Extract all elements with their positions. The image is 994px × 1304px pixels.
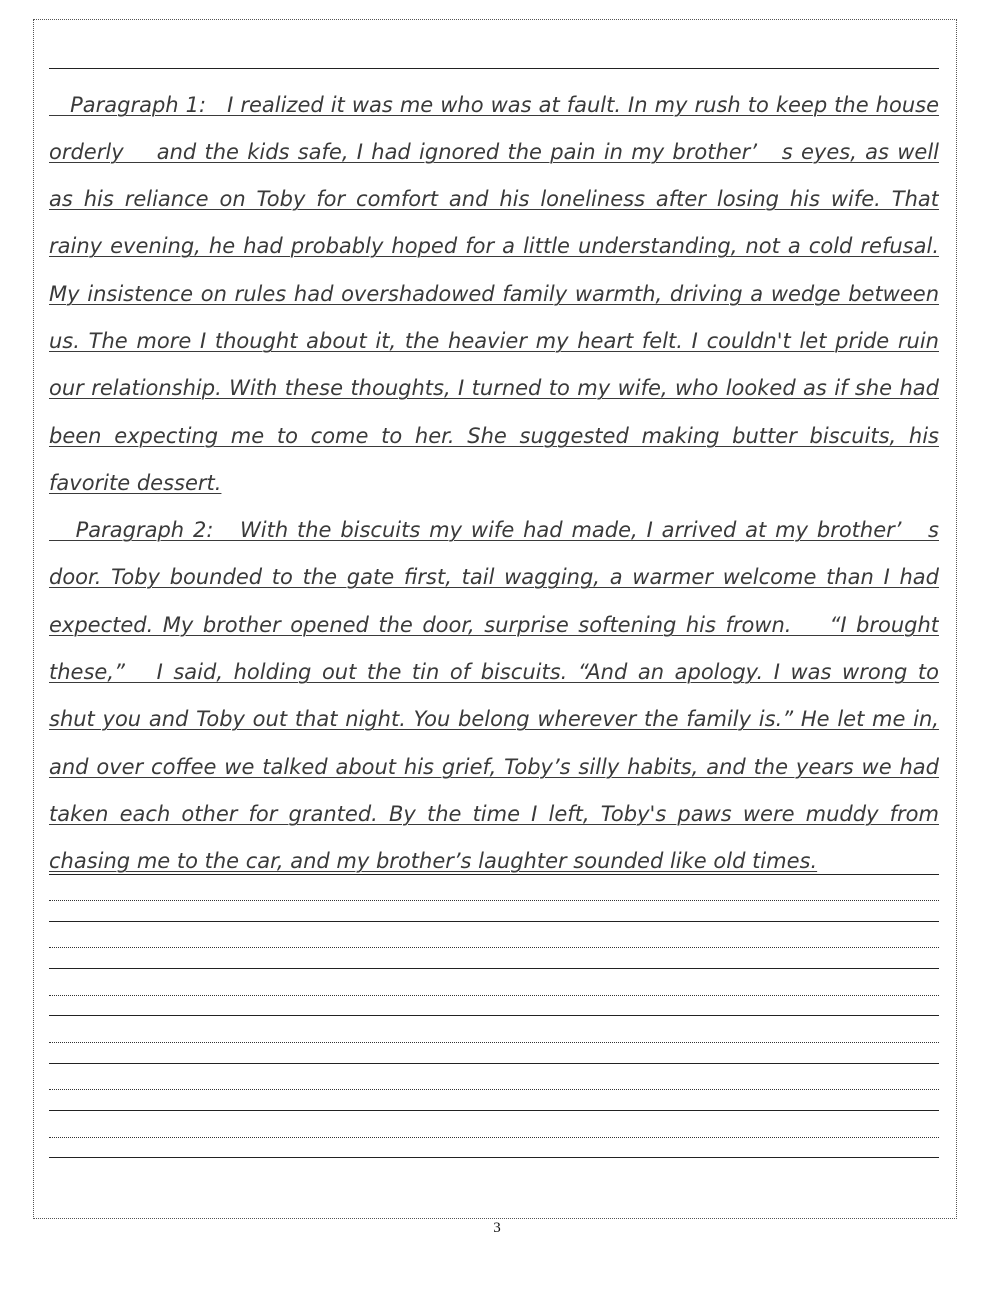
paragraph-2-line: expected. My brother opened the door, surprise softening his frown. “I brought: [49, 613, 939, 637]
ruled-line: [49, 68, 939, 69]
dotted-guide-line: [49, 947, 939, 948]
ruled-line: [49, 968, 939, 969]
ruled-line: [49, 1157, 939, 1158]
paragraph-1-line: Paragraph 1: I realized it was me who was at fault. In my rush to keep the house: [49, 93, 939, 117]
paragraph-2-line: door. Toby bounded to the gate first, tail wagging, a warmer welcome than I had: [49, 565, 939, 589]
ruled-line: [49, 874, 939, 875]
paragraph-1-line: our relationship. With these thoughts, I turned to my wife, who looked as if she had: [49, 376, 939, 400]
dotted-guide-line: [49, 995, 939, 996]
ruled-line: [49, 1015, 939, 1016]
paragraph-2-line: chasing me to the car, and my brother’s laughter sounded like old times.: [49, 849, 818, 873]
paragraph-2-line: Paragraph 2: With the biscuits my wife had made, I arrived at my brother’ s: [49, 518, 939, 542]
paragraph-2-line: shut you and Toby out that night. You belong wherever the family is.” He let me in,: [49, 707, 939, 731]
paragraph-1-line: orderly and the kids safe, I had ignored the pain in my brother’ s eyes, as well: [49, 140, 939, 164]
ruled-line: [49, 921, 939, 922]
paragraph-1-line: us. The more I thought about it, the heavier my heart felt. I couldn't let pride ruin: [49, 329, 939, 353]
dotted-guide-line: [49, 1042, 939, 1043]
paragraph-2-line: taken each other for granted. By the time I left, Toby's paws were muddy from: [49, 802, 939, 826]
dotted-guide-line: [49, 900, 939, 901]
paragraph-2-line: these,” I said, holding out the tin of biscuits. “And an apology. I was wrong to: [49, 660, 939, 684]
paragraph-1-line: been expecting me to come to her. She suggested making butter biscuits, his: [49, 424, 939, 448]
paragraph-2-line: and over coffee we talked about his grief, Toby’s silly habits, and the years we had: [49, 755, 939, 779]
ruled-line: [49, 1110, 939, 1111]
paragraph-1-line: rainy evening, he had probably hoped for a little understanding, not a cold refusal.: [49, 234, 939, 258]
page-number: 3: [493, 1220, 501, 1236]
paragraph-1-line: favorite dessert.: [49, 471, 222, 495]
dotted-guide-line: [49, 1089, 939, 1090]
ruled-line: [49, 1063, 939, 1064]
paragraph-1-line: My insistence on rules had overshadowed family warmth, driving a wedge between: [49, 282, 939, 306]
dotted-guide-line: [49, 1137, 939, 1138]
paragraph-1-line: as his reliance on Toby for comfort and his loneliness after losing his wife. That: [49, 187, 939, 211]
